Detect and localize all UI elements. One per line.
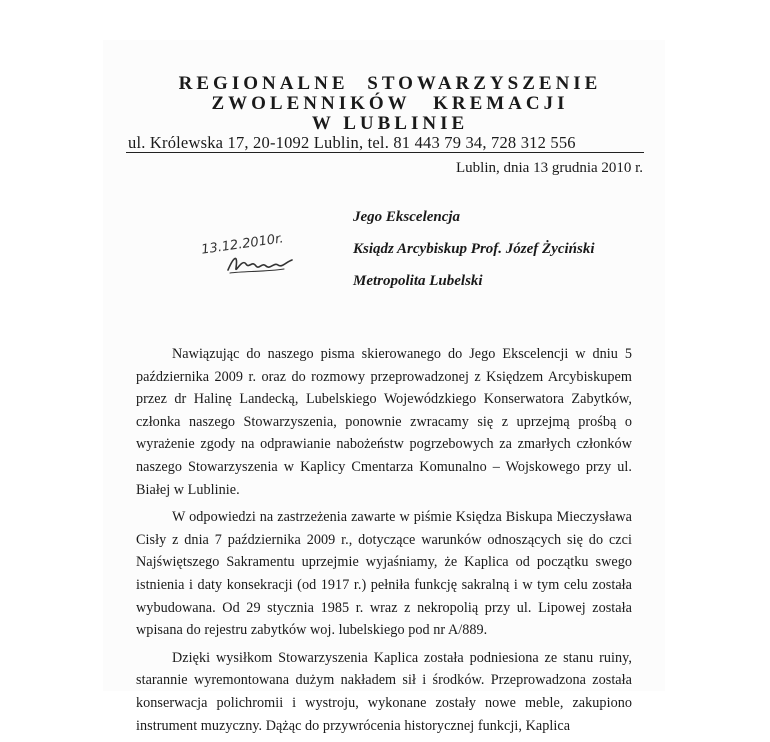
- letterhead-line-1: REGIONALNE STOWARZYSZENIE: [178, 73, 602, 94]
- letter-date: Lublin, dnia 13 grudnia 2010 r.: [456, 160, 644, 176]
- letterhead-line-2: ZWOLENNIKÓW KREMACJI: [211, 93, 569, 114]
- recipient-line-2: Ksiądz Arcybiskup Prof. Józef Życiński: [353, 241, 595, 257]
- body-paragraph: Dzięki wysiłkom Stowarzyszenia Kaplica została podniesiona ze stanu ruiny, starannie wyremontowana dużym nakładem sił i środków. Przeprowadzona została konserwacja polichromii i wystroju, wykonane zostały nowe meble, zakupiono instrument muzyczny. Dążąc do przywrócenia historycznej funkcji, Kaplica: [136, 649, 632, 734]
- handwritten-date: 13.12.2010r.: [200, 231, 285, 258]
- handwritten-signature: [224, 250, 296, 278]
- recipient-line-1: Jego Ekscelencja: [353, 209, 461, 225]
- letter-body: [136, 343, 632, 742]
- letterhead-line-3: W LUBLINIE: [311, 113, 469, 134]
- address-underline: [126, 152, 644, 153]
- body-paragraph: Nawiązując do naszego pisma skierowanego do Jego Ekscelencji w dniu 5 października 2009 r. oraz do rozmowy przeprowadzonej z Księdzem Arcybiskupem przez dr Halinę Landecką, Lubelskiego Wojewódzkiego Konserwatora Zabytków, członka naszego Stowarzyszenia, ponownie zwracamy się z uprzejmą prośbą o wyrażenie zgody na odprawianie nabożeństw pogrzebowych za zmarłych członków naszego Stowarzyszenia w Kaplicy Cmentarza Komunalno – Wojskowego przy ul. Białej w Lublinie.: [136, 346, 632, 498]
- recipient-line-3: Metropolita Lubelski: [353, 273, 483, 289]
- letterhead-address: ul. Królewska 17, 20-1092 Lublin, tel. 81 443 79 34, 728 312 556: [128, 133, 576, 152]
- body-paragraph: W odpowiedzi na zastrzeżenia zawarte w piśmie Księdza Biskupa Mieczysława Cisły z dnia 7 października 2009 r., dotyczące warunków odnoszących się do czci Najświętszego Sakramentu uprzejmie wyjaśniamy, że Kaplica od początku swego istnienia i daty konsekracji (od 1917 r.) pełniła funkcję sakralną i w tym celu została wybudowana. Od 29 stycznia 1985 r. wraz z nekropolią przy ul. Lipowej została wpisana do rejestru zabytków woj. lubelskiego pod nr A/889.: [136, 509, 632, 639]
